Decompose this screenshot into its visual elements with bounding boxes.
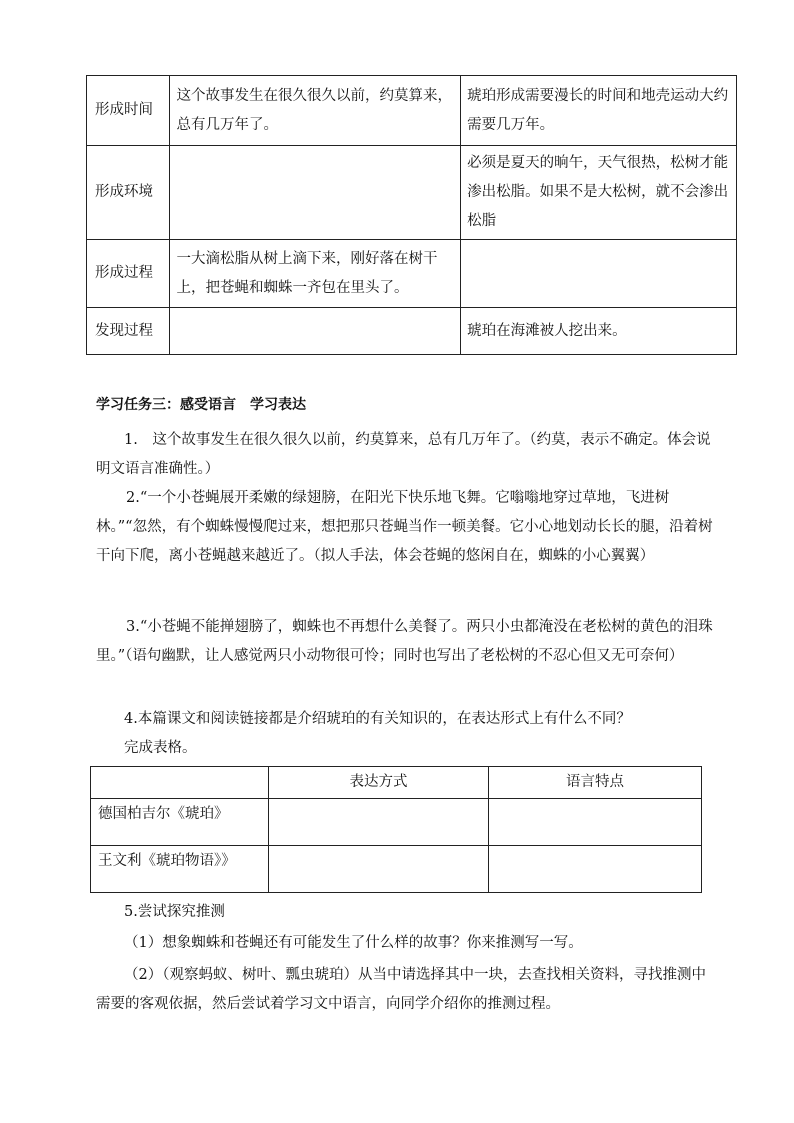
science-cell	[461, 240, 737, 308]
table-row	[87, 76, 737, 146]
story-cell	[170, 146, 461, 240]
table-header-row	[91, 767, 702, 799]
table-row	[91, 846, 702, 893]
task3-item-2: 2.“一个小苍蝇展开柔嫩的绿翅膀，在阳光下快乐地飞舞。它嗡嗡地穿过草地，飞进树林。”“忽然，有个蜘蛛慢慢爬过来，想把那只苍蝇当作一顿美餐。它小心地划动长长的腿，沿着树干向下爬，离小苍蝇越来越近了。（拟人手法，体会苍蝇的悠闲自在，蜘蛛的小心翼翼）	[96, 490, 713, 564]
work-title: 王文利《琥珀物语》》	[91, 846, 269, 893]
row-label: 形成时间	[87, 76, 170, 146]
task5-question-1: （1）想象蜘蛛和苍蝇还有可能发生了什么样的故事？你来推测写一写。	[124, 935, 583, 951]
header-blank	[91, 767, 269, 799]
header-expression-method: 表达方式	[269, 767, 489, 799]
task3-heading: 学习任务三：感受语言 学习表达	[96, 397, 306, 413]
header-language-features: 语言特点	[489, 767, 702, 799]
expression-comparison-table	[90, 766, 702, 893]
science-cell: 琥珀形成需要漫长的时间和地壳运动大约需要几万年。	[461, 76, 737, 146]
answer-cell[interactable]	[489, 799, 702, 846]
story-cell	[170, 308, 461, 355]
table-row	[87, 240, 737, 308]
row-label: 形成环境	[87, 146, 170, 240]
table-row	[87, 308, 737, 355]
answer-cell[interactable]	[269, 799, 489, 846]
work-title: 德国柏吉尔《琥珀》	[91, 799, 269, 846]
answer-cell[interactable]	[489, 846, 702, 893]
task3-item-1: 1. 这个故事发生在很久很久以前，约莫算来，总有几万年了。（约莫，表示不确定。体会说明文语言准确性。）	[96, 432, 711, 477]
table-row	[87, 146, 737, 240]
row-label: 发现过程	[87, 308, 170, 355]
story-cell: 一大滴松脂从树上滴下来，刚好落在树干上，把苍蝇和蜘蛛一齐包在里头了。	[170, 240, 461, 308]
table-row	[91, 799, 702, 846]
task5-question-2: （2）（观察蚂蚁、树叶、瓢虫琥珀）从当中请选择其中一块，去查找相关资料，寻找推测中需要的客观依据，然后尝试着学习文中语言，向同学介绍你的推测过程。	[96, 967, 706, 1012]
answer-cell[interactable]	[269, 846, 489, 893]
task3-item-4-instruction: 完成表格。	[124, 740, 197, 756]
amber-formation-table	[86, 75, 737, 355]
task5-title: 5.尝试探究推测	[124, 904, 225, 920]
story-cell: 这个故事发生在很久很久以前，约莫算来，总有几万年了。	[170, 76, 461, 146]
science-cell: 必须是夏天的晌午，天气很热，松树才能渗出松脂。如果不是大松树，就不会渗出松脂	[461, 146, 737, 240]
science-cell: 琥珀在海滩被人挖出来。	[461, 308, 737, 355]
task3-item-4: 4.本篇课文和阅读链接都是介绍琥珀的有关知识的，在表达形式上有什么不同？	[124, 711, 631, 727]
row-label: 形成过程	[87, 240, 170, 308]
task3-item-3: 3.“小苍蝇不能掸翅膀了，蜘蛛也不再想什么美餐了。两只小虫都淹没在老松树的黄色的泪珠里。”（语句幽默，让人感觉两只小动物很可怜；同时也写出了老松树的不忍心但又无可奈何）	[96, 619, 713, 664]
